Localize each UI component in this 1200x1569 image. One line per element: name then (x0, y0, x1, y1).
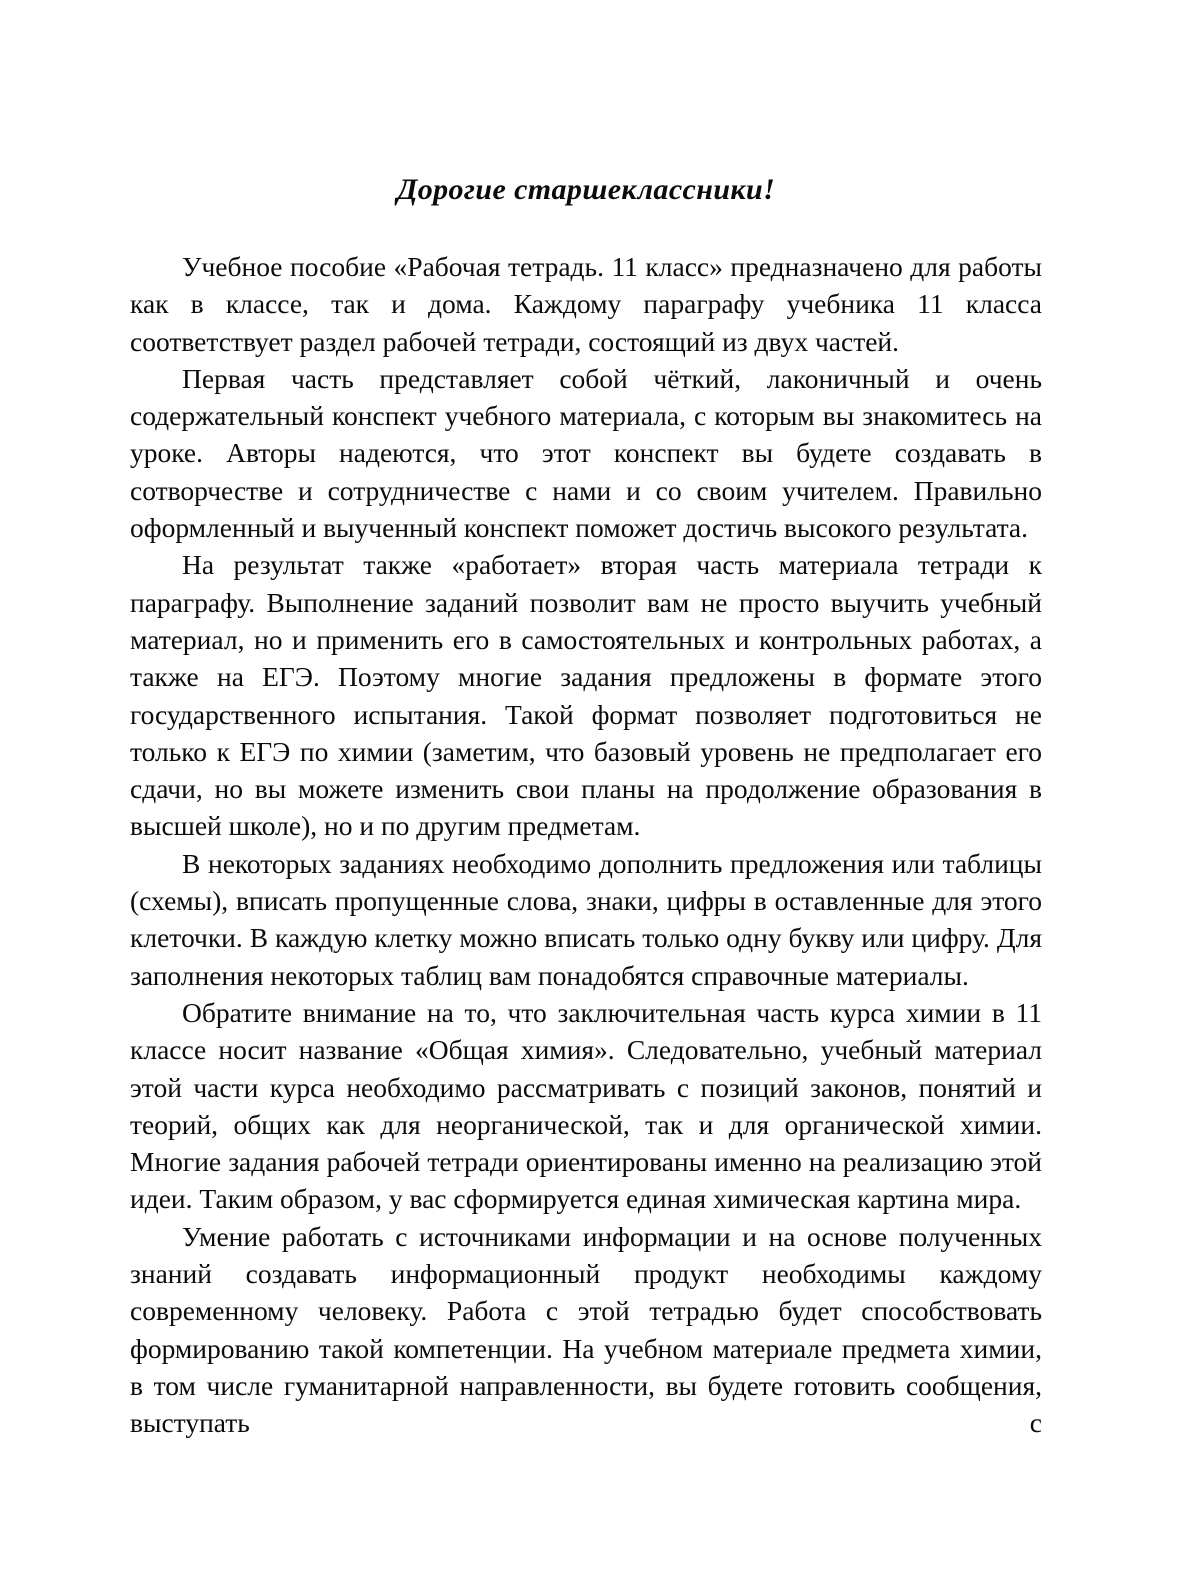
body-text-block (130, 248, 1042, 1442)
paragraph: Обратите внимание на то, что заключительная часть курса химии в 11 классе носит название «Общая химия». Следовательно, учебный материал этой части курса необходимо рассматривать с позиций законов, понятий и теорий, общих как для неорганической, так и для органической химии. Многие задания рабочей тетради ориентированы именно на реализацию этой идеи. Таким образом, у вас сформируется единая химическая картина мира. (130, 996, 1042, 1215)
page-content (130, 172, 1042, 1442)
paragraph: Учебное пособие «Рабочая тетрадь. 11 класс» предназначено для работы как в классе, так и дома. Каждому параграфу учебника 11 класса соответствует раздел рабочей тетради, состоящий из двух частей. (130, 251, 1042, 357)
paragraph: Первая часть представляет собой чёткий, лаконичный и очень содержательный конспект учебного материала, с которым вы знакомитесь на уроке. Авторы надеются, что этот конспект вы будете создавать в сотворчестве и сотрудничестве с нами и со своим учителем. Правильно оформленный и выученный конспект поможет достичь высокого результата. (130, 362, 1042, 544)
paragraph: В некоторых заданиях необходимо дополнить предложения или таблицы (схемы), вписать пропущенные слова, знаки, цифры в оставленные для этого клеточки. В каждую клетку можно вписать только одну букву или цифру. Для заполнения некоторых таблиц вам понадобятся справочные материалы. (130, 847, 1042, 991)
paragraph: На результат также «работает» вторая часть материала тетради к параграфу. Выполнение заданий позволит вам не просто выучить учебный материал, но и применить его в самостоятельных и контрольных работах, а также на ЕГЭ. Поэтому многие задания предложены в формате этого государственного испытания. Такой формат позволяет подготовиться не только к ЕГЭ по химии (заметим, что базовый уровень не предполагает его сдачи, но вы можете изменить свои планы на продолжение образования в высшей школе), но и по другим предметам. (130, 549, 1042, 842)
page-title: Дорогие старшеклассники! (396, 173, 776, 206)
paragraph: Умение работать с источниками информации и на основе полученных знаний создавать информационный продукт необходимы каждому современному человеку. Работа с этой тетрадью будет способствовать формированию такой компетенции. На учебном материале предмета химии, в том числе гуманитарной направленности, вы будете готовить сообщения, выступать с (130, 1220, 1042, 1439)
